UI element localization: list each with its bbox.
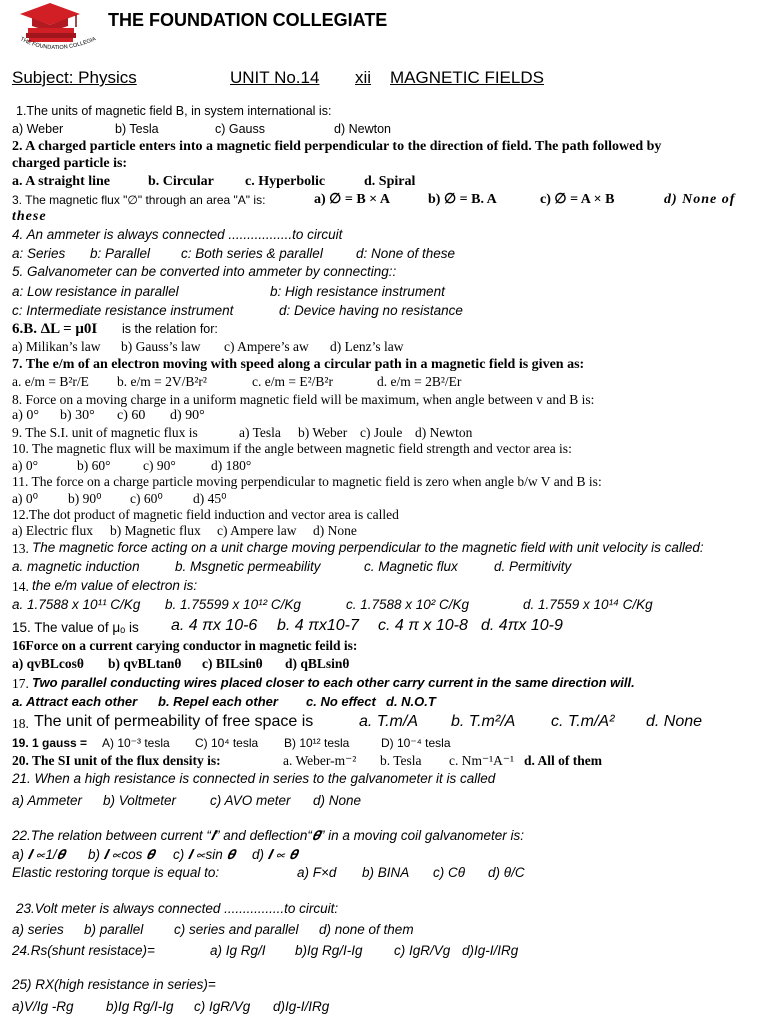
question-4: 4. An ammeter is always connected .................to circuit xyxy=(12,227,343,242)
question-12: 12.The dot product of magnetic field induction and vector area is called xyxy=(12,507,399,522)
option: b) Voltmeter xyxy=(103,793,177,808)
option: d) 45⁰ xyxy=(193,491,227,506)
option: a) 𝑰 ∝1/𝜽 xyxy=(12,847,65,862)
option: d)Ig-I/IRg xyxy=(462,943,519,958)
option: d) None xyxy=(313,523,357,538)
option: c. Hyperbolic xyxy=(245,174,326,189)
option: d) 𝑰 ∝ 𝜽 xyxy=(252,847,298,862)
option: a) 0° xyxy=(12,458,39,473)
option: b) Magnetic flux xyxy=(110,523,201,538)
option: C) 10⁴ tesla xyxy=(195,736,259,750)
option: a) qvBLcosθ xyxy=(12,656,84,671)
question-24: 24.Rs(shunt resistace)= xyxy=(12,943,155,958)
college-logo xyxy=(14,0,100,58)
option: d)Ig-I/IRg xyxy=(273,999,330,1014)
option: d) 90° xyxy=(170,408,205,423)
question-5: 5. Galvanometer can be converted into ammeter by connecting:: xyxy=(12,264,397,279)
option: b) 𝑰 ∝cos 𝜽 xyxy=(88,847,155,862)
option: a. magnetic induction xyxy=(12,559,140,574)
question-16: 16Force on a current carying conductor in magnetic feild is: xyxy=(12,638,358,653)
option: d. All of them xyxy=(524,753,603,768)
option: a. e/m = B²r/E xyxy=(12,374,89,389)
question-18: The unit of permeability of free space is xyxy=(34,713,314,730)
question-15: 15. The value of μₒ is xyxy=(12,620,139,635)
question-6: is the relation for: xyxy=(122,322,218,336)
option: c. Magnetic flux xyxy=(364,559,458,574)
class-label: xii xyxy=(355,68,372,87)
option: c) IgR/Vg xyxy=(194,999,251,1014)
option: c. e/m = E²/B²r xyxy=(252,374,333,389)
option: a: Series xyxy=(12,246,66,261)
option: c) 𝑰 ∝sin 𝜽 xyxy=(173,847,235,862)
option: a) Ig Rg/I xyxy=(210,943,266,958)
option: c: Both series & parallel xyxy=(181,246,323,261)
question-7: 7. The e/m of an electron moving with speed along a circular path in a magnetic field is given as: xyxy=(12,357,585,372)
option: c) 60 xyxy=(117,408,146,423)
logo-text: THE FOUNDATION COLLEGIA xyxy=(19,36,97,52)
option: b) 30° xyxy=(60,408,95,423)
option: b: Parallel xyxy=(90,246,151,261)
option: b) Weber xyxy=(298,425,348,440)
option: a. A straight line xyxy=(12,174,111,189)
question-14: the e/m value of electron is: xyxy=(32,578,198,593)
option: d) Lenz’s law xyxy=(330,339,404,354)
question-21: 21. When a high resistance is connected in series to the galvanometer it is called xyxy=(12,771,496,786)
question-8: 8. Force on a moving charge in a uniform magnetic field will be maximum, when angle between v and B is: xyxy=(12,392,595,407)
subject-label: Subject: Physics xyxy=(12,68,137,87)
option: d) None of xyxy=(664,192,736,207)
page-title: THE FOUNDATION COLLEGIATE xyxy=(108,10,388,30)
option: b. 1.75599 x 10¹² C/Kg xyxy=(165,597,301,612)
option: a) F×d xyxy=(297,865,337,880)
option: a. Weber-m⁻² xyxy=(283,753,357,768)
question-20: 20. The SI unit of the flux density is: xyxy=(12,753,221,768)
option: d. None xyxy=(646,713,703,730)
option: a)V/Ig -Rg xyxy=(12,999,74,1014)
option: c: Intermediate resistance instrument xyxy=(12,303,234,318)
option: a) 0⁰ xyxy=(12,491,39,506)
option: b) Tesla xyxy=(115,122,159,136)
option: d) 180° xyxy=(211,458,252,473)
question-14-number: 14. xyxy=(12,579,29,594)
option: a) Weber xyxy=(12,122,64,136)
option: d) Newton xyxy=(334,122,391,136)
option: d: Device having no resistance xyxy=(279,303,463,318)
option: c) ∅ = A × B xyxy=(540,192,615,207)
option: a) Milikan’s law xyxy=(12,339,101,354)
unit-label: UNIT No.14 xyxy=(230,68,320,87)
option: B) 10¹² tesla xyxy=(284,736,350,750)
question-11: 11. The force on a charge particle moving perpendicular to magnetic field is zero when angle b/w V and B is: xyxy=(12,474,602,489)
option: c. T.m/A² xyxy=(551,713,615,730)
option: b) qvBLtanθ xyxy=(108,656,182,671)
option: c. 1.7588 x 10² C/Kg xyxy=(346,597,470,612)
option: c. 4 π x 10-8 xyxy=(378,617,468,634)
option: d. e/m = 2B²/Er xyxy=(377,374,462,389)
option: c) Ampere law xyxy=(217,523,297,538)
option: b) 60° xyxy=(77,458,111,473)
question-1: 1.The units of magnetic field B, in system international is: xyxy=(16,104,332,118)
option: a) 0° xyxy=(12,408,39,423)
question-13-number: 13. xyxy=(12,541,29,556)
topic-label: MAGNETIC FIELDS xyxy=(390,68,544,87)
option: d) θ/C xyxy=(488,865,525,880)
option: b) BINA xyxy=(362,865,410,880)
question-9: 9. The S.I. unit of magnetic flux is xyxy=(12,425,198,440)
option: A) 10⁻³ tesla xyxy=(102,736,170,750)
option: b. Repel each other xyxy=(158,694,278,709)
option: a) Tesla xyxy=(239,425,281,440)
option: d. 1.7559 x 10¹⁴ C/Kg xyxy=(523,597,653,612)
question-13: The magnetic force acting on a unit charge moving perpendicular to the magnetic field with unit velocity is called: xyxy=(32,540,704,555)
option: c) BILsinθ xyxy=(202,656,263,671)
option: b)Ig Rg/I-Ig xyxy=(106,999,174,1014)
option: a: Low resistance in parallel xyxy=(12,284,179,299)
question-23: 23.Volt meter is always connected ................to circuit: xyxy=(16,901,339,916)
option: b) ∅ = B. A xyxy=(428,192,497,207)
question-18-number: 18. xyxy=(12,716,29,731)
option: c) IgR/Vg xyxy=(394,943,451,958)
question-22: 22.The relation between current “𝑰” and deflection“𝜽” in a moving coil galvanometer is: xyxy=(12,828,524,843)
question-10: 10. The magnetic flux will be maximum if the angle between magnetic field strength and vector area is: xyxy=(12,441,572,456)
option: b) Gauss’s law xyxy=(121,339,201,354)
question-17-number: 17. xyxy=(12,676,29,691)
option: a. 4 πx 10-6 xyxy=(171,617,258,634)
option: d) qBLsinθ xyxy=(285,656,350,671)
question-elastic-torque: Elastic restoring torque is equal to: xyxy=(12,865,220,880)
option: d) Newton xyxy=(415,425,473,440)
option: c. Nm⁻¹A⁻¹ xyxy=(449,753,515,768)
question-19: 19. 1 gauss = xyxy=(12,736,88,750)
question-17: Two parallel conducting wires placed closer to each other carry current in the same direction will. xyxy=(32,675,635,690)
option: a) series xyxy=(12,922,64,937)
option: b) 90⁰ xyxy=(68,491,102,506)
option: b. T.m²/A xyxy=(451,713,516,730)
option: a. 1.7588 x 10¹¹ C/Kg xyxy=(12,597,141,612)
option: b. Msgnetic permeability xyxy=(175,559,321,574)
option: d. Spiral xyxy=(364,174,416,189)
option: c) 60⁰ xyxy=(130,491,163,506)
option: b. e/m = 2V/B²r² xyxy=(117,374,207,389)
option: c) series and parallel xyxy=(174,922,299,937)
question-2-cont: charged particle is: xyxy=(12,156,128,171)
option: b: High resistance instrument xyxy=(270,284,445,299)
option: c) 90° xyxy=(143,458,176,473)
question-6-formula: 6.B. ΔL = μ0I xyxy=(12,321,98,337)
option-cont: these xyxy=(12,209,47,224)
option: d. Permitivity xyxy=(494,559,572,574)
question-25: 25) RX(high resistance in series)= xyxy=(12,977,216,992)
question-3: 3. The magnetic flux "∅" through an area "A" is: xyxy=(12,193,266,207)
option: a) Electric flux xyxy=(12,523,93,538)
option: a. T.m/A xyxy=(359,713,418,730)
option: d: None of these xyxy=(356,246,456,261)
option: c) Ampere’s aw xyxy=(224,339,309,354)
option: d. N.O.T xyxy=(386,694,436,709)
option: b. Circular xyxy=(148,174,214,189)
option: a) Ammeter xyxy=(12,793,83,808)
question-2: 2. A charged particle enters into a magnetic field perpendicular to the direction of field. The path followed by xyxy=(12,139,662,154)
option: b. Tesla xyxy=(380,753,422,768)
option: b. 4 πx10-7 xyxy=(277,617,359,634)
option: c) AVO meter xyxy=(210,793,291,808)
option: b)Ig Rg/I-Ig xyxy=(295,943,363,958)
option: c. No effect xyxy=(306,694,376,709)
option: d) None xyxy=(313,793,362,808)
option: c) Gauss xyxy=(215,122,266,136)
option: D) 10⁻⁴ tesla xyxy=(381,736,451,750)
option: a) ∅ = B × A xyxy=(314,192,390,207)
option: c) Cθ xyxy=(433,865,466,880)
option: d. 4πx 10-9 xyxy=(481,617,563,634)
option: a. Attract each other xyxy=(12,694,138,709)
option: d) none of them xyxy=(319,922,414,937)
option: c) Joule xyxy=(360,425,403,440)
option: b) parallel xyxy=(84,922,144,937)
